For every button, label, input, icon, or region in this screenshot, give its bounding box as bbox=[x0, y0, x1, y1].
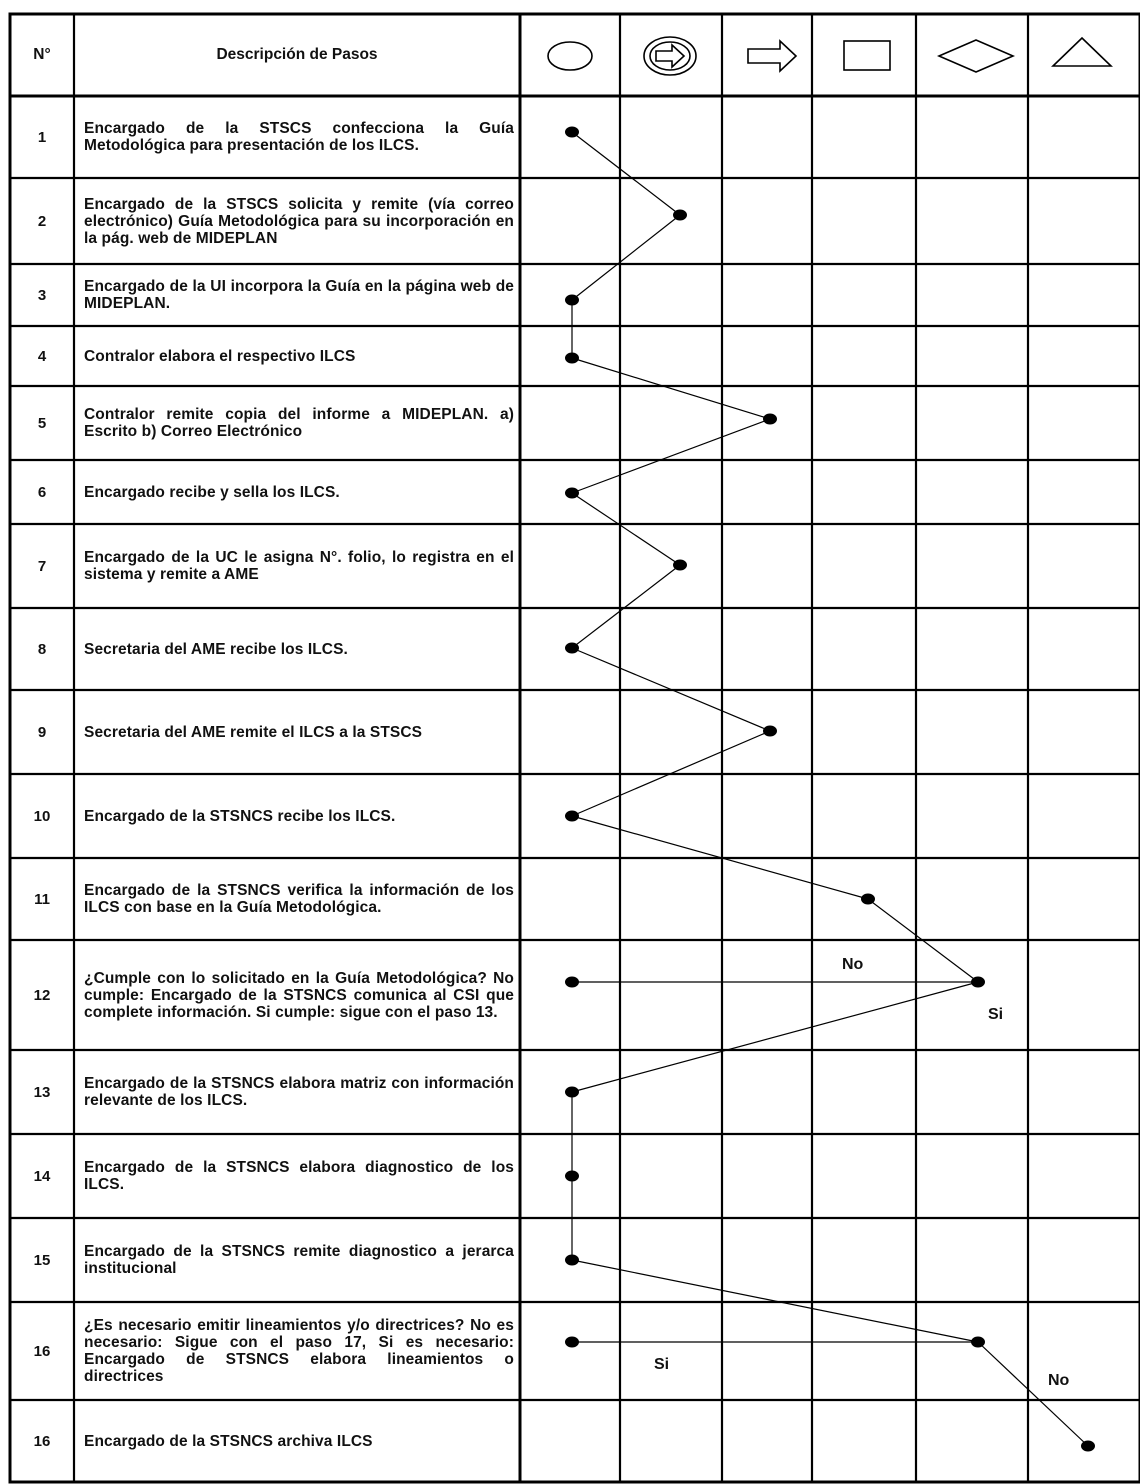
step-node bbox=[673, 560, 687, 571]
step-number bbox=[12, 610, 72, 688]
label-si-step-12: Si bbox=[988, 1006, 1004, 1023]
step-description bbox=[76, 1304, 518, 1398]
step-number-text: 6 bbox=[37, 483, 47, 501]
triangle-icon bbox=[1053, 38, 1111, 66]
step-description-text: Secretaria del AME recibe los ILCS. bbox=[84, 640, 348, 658]
header-description-text: Descripción de Pasos bbox=[216, 46, 378, 63]
step-node bbox=[565, 295, 579, 306]
step-description bbox=[76, 1136, 518, 1216]
step-node bbox=[565, 1255, 579, 1266]
label-no-step-16: No bbox=[1048, 1372, 1070, 1389]
step-description bbox=[76, 860, 518, 938]
step-node bbox=[673, 210, 687, 221]
step-number bbox=[12, 942, 72, 1048]
step-description bbox=[76, 328, 518, 384]
step-description-text: Encargado de la STSNCS verifica la información de los ILCS con base en la Guía Metodológica. bbox=[84, 882, 514, 916]
step-description-text: Secretaria del AME remite el ILCS a la STSCS bbox=[84, 723, 423, 741]
step-number-text: 5 bbox=[37, 414, 47, 432]
step-number bbox=[12, 860, 72, 938]
step-number bbox=[12, 388, 72, 458]
step-description-text: ¿Es necesario emitir lineamientos y/o directrices? No es necesario: Sigue con el paso 17, Si es necesario: Encargado de STSNCS elabora lineamientos o directrices bbox=[84, 1317, 514, 1385]
branch-node bbox=[565, 977, 579, 988]
flow-connector bbox=[572, 419, 770, 493]
step-description bbox=[76, 266, 518, 324]
step-description bbox=[76, 776, 518, 856]
step-description-text: Encargado de la STSNCS remite diagnostico a jerarca institucional bbox=[84, 1243, 514, 1277]
step-number bbox=[12, 1304, 72, 1398]
step-node bbox=[565, 488, 579, 499]
step-number bbox=[12, 328, 72, 384]
header-number bbox=[12, 16, 72, 94]
step-description bbox=[76, 1402, 518, 1480]
step-number bbox=[12, 776, 72, 856]
circle-arrow-icon bbox=[644, 37, 696, 75]
step-node bbox=[565, 811, 579, 822]
step-node bbox=[861, 894, 875, 905]
step-description bbox=[76, 692, 518, 772]
branch-labels bbox=[654, 956, 1070, 1389]
branch-node bbox=[565, 1337, 579, 1348]
step-number bbox=[12, 1402, 72, 1480]
rectangle-icon bbox=[844, 41, 890, 70]
step-description bbox=[76, 462, 518, 522]
step-description-text: Encargado de la STSNCS archiva ILCS bbox=[84, 1432, 373, 1450]
step-number-text: 16 bbox=[33, 1342, 51, 1360]
oval-icon bbox=[548, 42, 592, 70]
step-description bbox=[76, 98, 518, 176]
step-node bbox=[971, 977, 985, 988]
step-node bbox=[565, 353, 579, 364]
step-node bbox=[565, 643, 579, 654]
step-description-text: Encargado de la STSCS solicita y remite (vía correo electrónico) Guía Metodológica para su incorporación en la pág. web de MIDEPLAN bbox=[84, 195, 514, 247]
flow-connector bbox=[978, 1342, 1088, 1446]
step-number-text: 7 bbox=[37, 557, 47, 575]
step-description-text: Encargado de la STSCS confecciona la Guía Metodológica para presentación de los ILCS. bbox=[84, 120, 514, 154]
step-number-text: 13 bbox=[33, 1083, 51, 1101]
step-description bbox=[76, 180, 518, 262]
step-number bbox=[12, 1136, 72, 1216]
header-number-text: N° bbox=[33, 46, 51, 63]
step-number bbox=[12, 1220, 72, 1300]
flow-connector bbox=[572, 132, 680, 215]
step-number-text: 14 bbox=[33, 1167, 51, 1185]
flow-connector bbox=[572, 358, 770, 419]
step-number bbox=[12, 266, 72, 324]
arrow-right-icon bbox=[748, 41, 796, 71]
step-description-text: Encargado de la STSNCS elabora matriz con información relevante de los ILCS. bbox=[84, 1075, 514, 1109]
step-description-text: Encargado de la STSNCS recibe los ILCS. bbox=[84, 807, 396, 825]
step-number-text: 10 bbox=[33, 807, 51, 825]
step-description bbox=[76, 610, 518, 688]
step-node bbox=[763, 414, 777, 425]
step-description bbox=[76, 942, 518, 1048]
step-description bbox=[76, 388, 518, 458]
step-description-text: Encargado de la UI incorpora la Guía en la página web de MIDEPLAN. bbox=[84, 278, 514, 312]
header-description bbox=[76, 16, 518, 94]
flow-connectors bbox=[572, 132, 1088, 1446]
step-number-text: 12 bbox=[33, 986, 51, 1004]
step-description-text: Contralor remite copia del informe a MIDEPLAN. a) Escrito b) Correo Electrónico bbox=[84, 406, 514, 440]
label-si-step-16: Si bbox=[654, 1356, 670, 1373]
flow-connector bbox=[572, 565, 680, 648]
step-number-text: 4 bbox=[37, 347, 47, 365]
step-description bbox=[76, 1220, 518, 1300]
step-description-text: Contralor elabora el respectivo ILCS bbox=[84, 347, 356, 365]
step-number-text: 11 bbox=[34, 890, 50, 908]
step-node bbox=[565, 1087, 579, 1098]
step-number bbox=[12, 180, 72, 262]
step-number bbox=[12, 462, 72, 522]
step-description-text: Encargado recibe y sella los ILCS. bbox=[84, 483, 340, 501]
step-description-text: Encargado de la STSNCS elabora diagnostico de los ILCS. bbox=[84, 1159, 514, 1193]
flow-connector bbox=[572, 493, 680, 565]
step-number bbox=[12, 98, 72, 176]
step-node bbox=[971, 1337, 985, 1348]
step-number-text: 2 bbox=[37, 212, 47, 230]
step-description-text: Encargado de la UC le asigna N°. folio, lo registra en el sistema y remite a AME bbox=[84, 549, 514, 583]
symbol-header bbox=[548, 37, 1111, 75]
step-number-text: 1 bbox=[37, 128, 47, 146]
step-number bbox=[12, 1052, 72, 1132]
step-number-text: 3 bbox=[37, 286, 47, 304]
step-description bbox=[76, 526, 518, 606]
step-number bbox=[12, 692, 72, 772]
flow-connector bbox=[572, 215, 680, 300]
step-node bbox=[565, 1171, 579, 1182]
label-no-step-12: No bbox=[842, 956, 864, 973]
step-description-text: ¿Cumple con lo solicitado en la Guía Metodológica? No cumple: Encargado de la STSNCS comunica al CSI que complete información. Si cumple: sigue con el paso 13. bbox=[84, 969, 514, 1021]
step-description bbox=[76, 1052, 518, 1132]
step-node bbox=[565, 127, 579, 138]
step-node bbox=[763, 726, 777, 737]
step-number-text: 8 bbox=[37, 640, 47, 658]
step-node bbox=[1081, 1441, 1095, 1452]
step-number-text: 15 bbox=[33, 1251, 51, 1269]
diamond-icon bbox=[939, 40, 1013, 72]
step-number-text: 9 bbox=[37, 723, 47, 741]
step-number bbox=[12, 526, 72, 606]
step-number-text: 16 bbox=[33, 1432, 51, 1450]
